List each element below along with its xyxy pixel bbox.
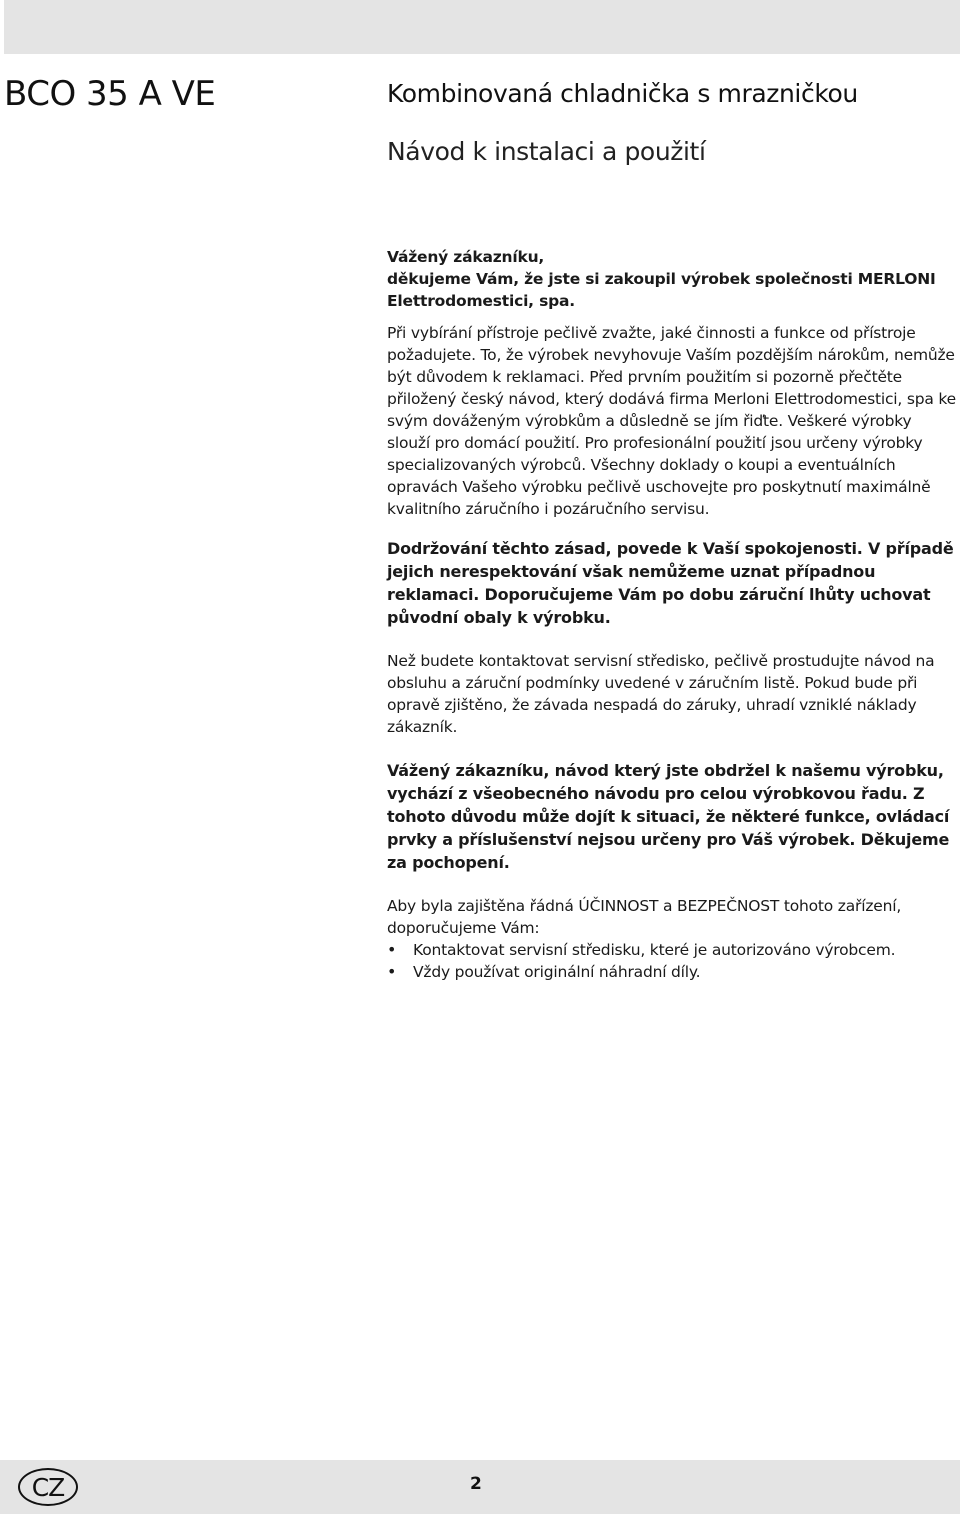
series-notice-paragraph: Vážený zákazníku, návod který jste obdržel k našemu výrobku, vychází z všeobecného návodu pro celou výrobkovou řadu. Z tohoto důvodu může dojít k situaci, že některé funkce, ovládací prvky a příslušenství nejsou určeny pro Váš výrobek. Děkujeme za pochopení. — [387, 761, 950, 872]
list-item: • Vždy používat originální náhradní díly. — [387, 961, 959, 983]
compliance-paragraph: Dodržování těchto zásad, povede k Vaší spokojenosti. V případě jejich nerespektování však nemůžeme uznat případnou reklamaci. Doporučujeme Vám po dobu záruční lhůty uchovat původní obaly k výrobku. — [387, 539, 954, 627]
document-title: Kombinovaná chladnička s mrazničkou — [387, 79, 858, 108]
safety-intro: Aby byla zajištěna řádná ÚČINNOST a BEZPEČNOST tohoto zařízení, doporučujeme Vám: — [387, 897, 902, 937]
page-number: 2 — [470, 1474, 482, 1494]
main-content — [387, 246, 959, 983]
document-subtitle: Návod k instalaci a použití — [387, 137, 706, 166]
list-item: • Kontaktovat servisní středisku, které je autorizováno výrobcem. — [387, 939, 959, 961]
recommendation-list — [387, 939, 959, 983]
service-paragraph: Než budete kontaktovat servisní středisko, pečlivě prostudujte návod na obsluhu a záruční podmínky uvedené v záručním listě. Pokud bude při opravě zjištěno, že závada nespadá do záruky, uhradí vzniklé náklady zákazník. — [387, 652, 935, 736]
selection-paragraph: Při vybírání přístroje pečlivě zvažte, jaké činnosti a funkce od přístroje požadujete. To, že výrobek nevyhovuje Vaším pozdějším nárokům, nemůže být důvodem k reklamaci. Před prvním použitím si pozorně přečtěte přiložený český návod, který dodává firma Merloni Elettrodomestici, spa ke svým dováženým výrobkům a důsledně se jím řiďte. Veškeré výrobky slouží pro domácí použití. Pro profesionální použití jsou určeny výrobky specializovaných výrobců. Všechny doklady o koupi a eventuálních opravách Vašeho výrobku pečlivě uschovejte pro poskytnutí maximálně kvalitního záručního i pozáručního servisu. — [387, 324, 956, 518]
thanks-text: děkujeme Vám, že jste si zakoupil výrobek společnosti MERLONI Elettrodomestici, spa. — [387, 270, 936, 310]
language-badge — [18, 1468, 78, 1506]
greeting: Vážený zákazníku, — [387, 248, 545, 266]
model-number: BCO 35 A VE — [4, 74, 216, 114]
language-code: CZ — [31, 1472, 65, 1502]
header-band — [4, 0, 960, 54]
